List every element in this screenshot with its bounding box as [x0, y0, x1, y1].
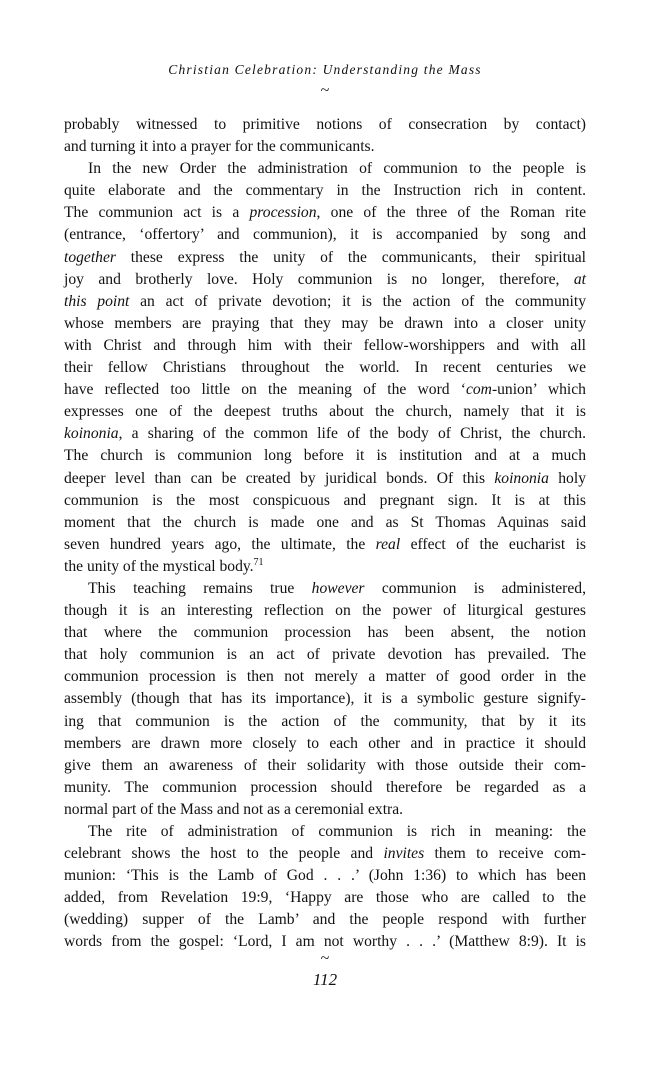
text-run: (entrance, ‘offertory’ and communion), it is accompanied by song and [64, 226, 586, 244]
text-line [64, 644, 586, 666]
text-run: with Christ and through him with their fellow-worshippers and with all [64, 336, 586, 354]
text-run: , a sharing of the common life of the body of Christ, the church. [118, 425, 586, 443]
text-run: expresses one of the deepest truths about the church, namely that it is [64, 403, 586, 421]
text-line [64, 865, 586, 887]
text-run: an act of private devotion; it is the action of the community [129, 292, 586, 310]
text-run: seven hundred years ago, the ultimate, the [64, 535, 376, 553]
text-line [64, 180, 586, 202]
text-line [64, 733, 586, 755]
text-run: -union’ which [491, 381, 586, 399]
text-run: members are drawn more closely to each other and in practice it should [64, 734, 586, 752]
text-run: deeper level than can be created by juridical bonds. Of this [64, 469, 495, 487]
text-run: communion is the most conspicuous and pregnant sign. It is at this [64, 491, 586, 509]
text-line [64, 114, 586, 136]
text-run: quite elaborate and the commentary in the Instruction rich in content. [64, 182, 586, 200]
body-text [64, 114, 586, 954]
text-run: them to receive com- [424, 845, 587, 863]
text-run: (wedding) supper of the Lamb’ and the people respond with further [64, 911, 586, 929]
text-run: ing that communion is the action of the community, that by it its [64, 712, 586, 730]
italic-text: this point [64, 292, 130, 310]
text-run: and turning it into a prayer for the communicants. [64, 138, 375, 156]
italic-text: koinonia [64, 425, 119, 443]
text-run: words from the gospel: ‘Lord, I am not worthy . . .’ (Matthew 8:9). It is [64, 933, 586, 951]
text-line [64, 313, 586, 335]
text-run: these express the unity of the communicants, their spiritual [115, 248, 586, 266]
text-run: joy and brotherly love. Holy communion is no longer, therefore, [64, 270, 574, 288]
italic-text: real [375, 535, 401, 553]
text-run: added, from Revelation 19:9, ‘Happy are those who are called to the [64, 889, 586, 907]
text-line [64, 158, 586, 180]
text-run: munity. The communion procession should therefore be regarded as a [64, 778, 586, 796]
text-run: , one of the three of the Roman rite [316, 204, 586, 222]
text-line [64, 379, 586, 401]
text-line [64, 600, 586, 622]
text-run: communion procession is then not merely a matter of good order in the [64, 668, 586, 686]
text-line [64, 269, 586, 291]
text-line [64, 468, 586, 490]
text-line [64, 821, 586, 843]
text-run: normal part of the Mass and not as a ceremonial extra. [64, 800, 404, 818]
text-line [64, 490, 586, 512]
text-line [64, 335, 586, 357]
text-line [64, 909, 586, 931]
text-line [64, 556, 586, 578]
text-line [64, 777, 586, 799]
footnote-ref: 71 [253, 556, 264, 568]
text-line [64, 512, 586, 534]
text-run: munion: ‘This is the Lamb of God . . .’ (John 1:36) to which has been [64, 867, 586, 885]
italic-text: however [311, 579, 365, 597]
text-line [64, 445, 586, 467]
text-run: probably witnessed to primitive notions of consecration by contact) [64, 116, 586, 133]
text-run: the unity of the mystical body. [64, 557, 254, 575]
italic-text: at [573, 270, 586, 288]
text-line [64, 578, 586, 600]
text-run: celebrant shows the host to the people and [64, 845, 384, 863]
text-line [64, 136, 586, 158]
text-run: The church is communion long before it is institution and at a much [64, 447, 586, 465]
text-run: communion is administered, [364, 579, 586, 597]
text-run: though it is an interesting reflection on the power of liturgical gestures [64, 602, 586, 620]
text-run: effect of the eucharist is [400, 535, 586, 553]
text-run: that holy communion is an act of private devotion has prevailed. The [64, 646, 586, 664]
text-run: whose members are praying that they may be drawn into a closer unity [64, 314, 586, 332]
text-run: moment that the church is made one and as St Thomas Aquinas said [64, 513, 586, 531]
text-run: have reflected too little on the meaning of the word ‘ [64, 381, 466, 399]
text-line [64, 247, 586, 269]
text-line [64, 534, 586, 556]
text-line [64, 202, 586, 224]
text-run: In the new Order the administration of communion to the people is [88, 160, 586, 178]
header-ornament: ~ [320, 82, 330, 99]
text-line [64, 622, 586, 644]
text-line [64, 224, 586, 246]
text-run: assembly (though that has its importance), it is a symbolic gesture signify- [64, 690, 586, 708]
text-run: give them an awareness of their solidarity with those outside their com- [64, 756, 586, 774]
text-run: The rite of administration of communion is rich in meaning: the [88, 823, 586, 840]
footer-ornament: ~ [320, 950, 330, 967]
running-head: Christian Celebration: Understanding the Mass [168, 62, 482, 77]
text-line [64, 755, 586, 777]
text-run: The communion act is a [64, 204, 250, 222]
text-line [64, 711, 586, 733]
italic-text: procession [249, 204, 317, 222]
text-line [64, 843, 586, 865]
text-line [64, 423, 586, 445]
text-run: This teaching remains true [88, 579, 312, 597]
italic-text: koinonia [494, 469, 549, 487]
text-line [64, 291, 586, 313]
italic-text: together [64, 248, 116, 266]
page-number: 112 [312, 970, 338, 989]
italic-text: invites [383, 845, 425, 863]
text-line [64, 887, 586, 909]
text-line [64, 799, 586, 821]
text-line [64, 666, 586, 688]
text-line [64, 357, 586, 379]
text-line [64, 688, 586, 710]
text-run: holy [548, 469, 586, 487]
italic-text: com [465, 381, 492, 399]
text-line [64, 401, 586, 423]
text-run: their fellow Christians throughout the world. In recent centuries we [64, 359, 586, 377]
text-run: that where the communion procession has been absent, the notion [64, 624, 586, 642]
